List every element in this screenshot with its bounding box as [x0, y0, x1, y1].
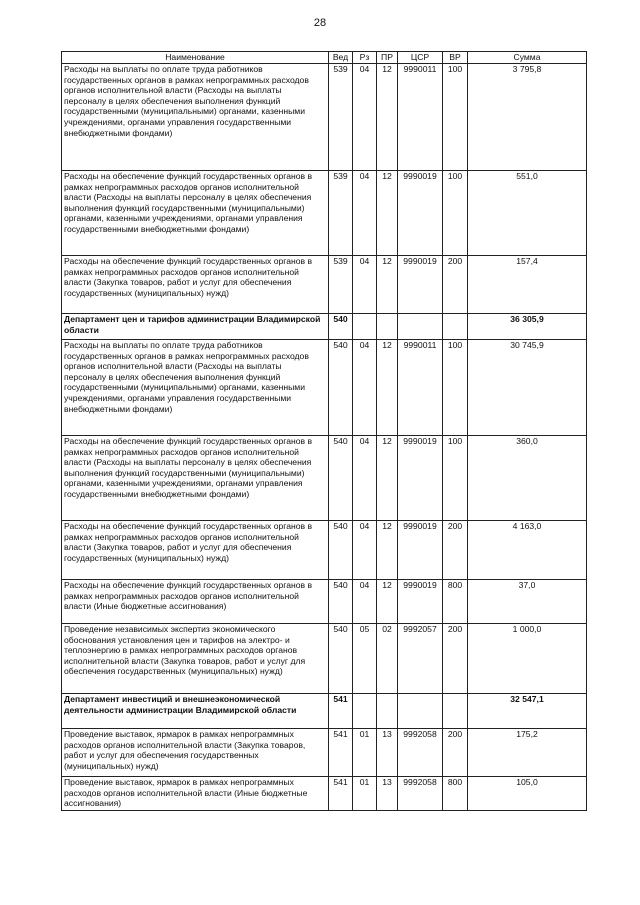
row-rz: 01	[353, 729, 377, 777]
row-ved: 539	[329, 64, 353, 171]
table-header-row	[62, 52, 587, 64]
row-pr	[377, 314, 398, 340]
row-sum: 37,0	[468, 580, 587, 624]
row-rz	[353, 694, 377, 729]
row-sum: 551,0	[468, 171, 587, 256]
row-pr: 12	[377, 64, 398, 171]
row-pr: 13	[377, 729, 398, 777]
row-name: Расходы на обеспечение функций государственных органов в рамках непрограммных расходов органов исполнительной власти (Закупка товаров, работ и услуг для обеспечения государственных (муниципальных) нужд)	[62, 521, 329, 580]
page-number: 28	[313, 17, 327, 29]
row-vr: 200	[443, 729, 468, 777]
department-name: Департамент цен и тарифов администрации Владимирской области	[62, 314, 329, 340]
row-vr	[443, 314, 468, 340]
table-row	[62, 624, 587, 694]
table-row	[62, 729, 587, 777]
row-vr: 800	[443, 777, 468, 811]
row-name: Проведение выставок, ярмарок в рамках непрограммных расходов органов исполнительной власти (Иные бюджетные ассигнования)	[62, 777, 329, 811]
row-pr: 12	[377, 256, 398, 314]
row-name: Расходы на выплаты по оплате труда работников государственных органов в рамках непрограммных расходов органов исполнительной власти (Расходы на выплаты персоналу в целях обеспечения выполнения функций государственными (муниципальными) органами, казенными учреждениями, органами управления государственными внебюджетными фондами)	[62, 64, 329, 171]
row-sum: 105,0	[468, 777, 587, 811]
row-vr: 100	[443, 436, 468, 521]
row-ved: 540	[329, 436, 353, 521]
header-ved: Вед	[329, 52, 353, 64]
row-csr: 9992057	[398, 624, 443, 694]
row-sum: 3 795,8	[468, 64, 587, 171]
department-sum: 32 547,1	[468, 694, 587, 729]
row-pr	[377, 694, 398, 729]
table-row	[62, 580, 587, 624]
row-csr	[398, 694, 443, 729]
table-row	[62, 521, 587, 580]
header-sum: Сумма	[468, 52, 587, 64]
row-rz: 04	[353, 340, 377, 436]
row-ved: 540	[329, 580, 353, 624]
row-sum: 1 000,0	[468, 624, 587, 694]
row-sum: 360,0	[468, 436, 587, 521]
row-rz: 04	[353, 64, 377, 171]
row-csr: 9990019	[398, 580, 443, 624]
table-row	[62, 64, 587, 171]
row-pr: 13	[377, 777, 398, 811]
row-pr: 02	[377, 624, 398, 694]
header-rz: Рз	[353, 52, 377, 64]
row-csr: 9992058	[398, 729, 443, 777]
row-vr: 200	[443, 624, 468, 694]
row-sum: 175,2	[468, 729, 587, 777]
row-csr: 9990019	[398, 436, 443, 521]
row-pr: 12	[377, 340, 398, 436]
row-csr: 9990019	[398, 521, 443, 580]
department-row	[62, 694, 587, 729]
department-name: Департамент инвестиций и внешнеэкономической деятельности администрации Владимирской области	[62, 694, 329, 729]
row-name: Расходы на обеспечение функций государственных органов в рамках непрограммных расходов органов исполнительной власти (Расходы на выплаты персоналу в целях обеспечения выполнения функций государственными (муниципальными) органами, казенными учреждениями, органами управления государственными внебюджетными фондами)	[62, 436, 329, 521]
table-row	[62, 436, 587, 521]
row-rz: 04	[353, 171, 377, 256]
row-ved: 540	[329, 521, 353, 580]
row-ved: 540	[329, 314, 353, 340]
row-rz	[353, 314, 377, 340]
header-csr: ЦСР	[398, 52, 443, 64]
row-rz: 04	[353, 580, 377, 624]
row-sum: 4 163,0	[468, 521, 587, 580]
row-name: Расходы на обеспечение функций государственных органов в рамках непрограммных расходов органов исполнительной власти (Закупка товаров, работ и услуг для обеспечения государственных (муниципальных) нужд)	[62, 256, 329, 314]
row-rz: 05	[353, 624, 377, 694]
table-row	[62, 340, 587, 436]
department-row	[62, 314, 587, 340]
row-sum: 157,4	[468, 256, 587, 314]
row-ved: 541	[329, 729, 353, 777]
row-csr: 9990011	[398, 64, 443, 171]
row-pr: 12	[377, 171, 398, 256]
row-ved: 539	[329, 171, 353, 256]
row-name: Проведение независимых экспертиз экономического обоснования установления цен и тарифов на электро- и теплоэнергию в рамках непрограммных расходов органов исполнительной власти (Закупка товаров, работ и услуг для обеспечения государственных (муниципальных) нужд)	[62, 624, 329, 694]
row-csr: 9990011	[398, 340, 443, 436]
row-name: Проведение выставок, ярмарок в рамках непрограммных расходов органов исполнительной власти (Закупка товаров, работ и услуг для обеспечения государственных (муниципальных) нужд)	[62, 729, 329, 777]
row-csr: 9990019	[398, 171, 443, 256]
row-ved: 540	[329, 340, 353, 436]
row-vr: 100	[443, 340, 468, 436]
row-ved: 541	[329, 777, 353, 811]
row-name: Расходы на обеспечение функций государственных органов в рамках непрограммных расходов органов исполнительной власти (Расходы на выплаты персоналу в целях обеспечения выполнения функций государственными (муниципальными) органами, казенными учреждениями, органами управления государственными внебюджетными фондами)	[62, 171, 329, 256]
row-name: Расходы на обеспечение функций государственных органов в рамках непрограммных расходов органов исполнительной власти (Иные бюджетные ассигнования)	[62, 580, 329, 624]
row-name: Расходы на выплаты по оплате труда работников государственных органов в рамках непрограммных расходов органов исполнительной власти (Расходы на выплаты персоналу в целях обеспечения выполнения функций государственными (муниципальными) органами, казенными учреждениями, органами управления государственными внебюджетными фондами)	[62, 340, 329, 436]
row-pr: 12	[377, 521, 398, 580]
table-row	[62, 256, 587, 314]
row-vr: 200	[443, 521, 468, 580]
row-ved: 541	[329, 694, 353, 729]
row-rz: 01	[353, 777, 377, 811]
row-csr	[398, 314, 443, 340]
row-rz: 04	[353, 521, 377, 580]
row-vr: 100	[443, 64, 468, 171]
row-ved: 540	[329, 624, 353, 694]
department-sum: 36 305,9	[468, 314, 587, 340]
budget-table	[61, 51, 587, 811]
header-name: Наименование	[62, 52, 329, 64]
header-vr: ВР	[443, 52, 468, 64]
row-pr: 12	[377, 580, 398, 624]
row-rz: 04	[353, 256, 377, 314]
row-pr: 12	[377, 436, 398, 521]
row-vr: 200	[443, 256, 468, 314]
row-sum: 30 745,9	[468, 340, 587, 436]
row-ved: 539	[329, 256, 353, 314]
header-pr: ПР	[377, 52, 398, 64]
row-csr: 9992058	[398, 777, 443, 811]
table-row	[62, 777, 587, 811]
row-csr: 9990019	[398, 256, 443, 314]
row-vr: 100	[443, 171, 468, 256]
row-vr: 800	[443, 580, 468, 624]
row-rz: 04	[353, 436, 377, 521]
table-row	[62, 171, 587, 256]
row-vr	[443, 694, 468, 729]
